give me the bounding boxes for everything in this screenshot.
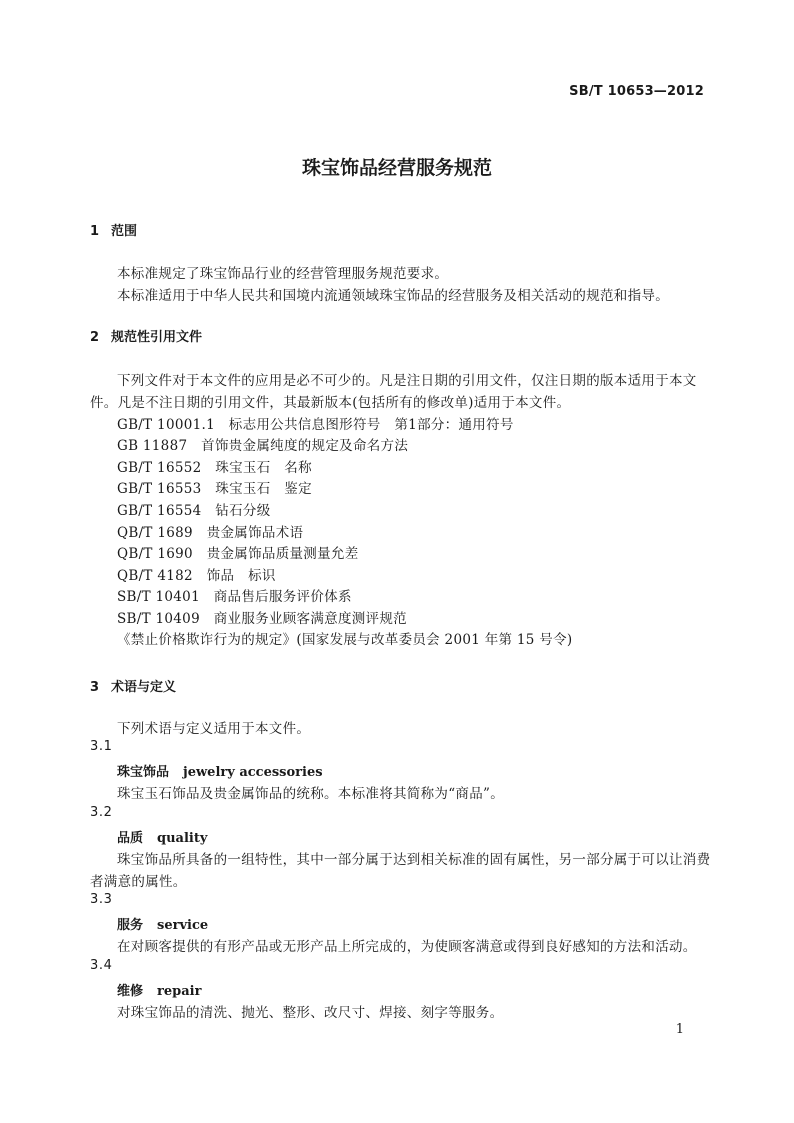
term-definition: 在对顾客提供的有形产品或无形产品上所完成的，为使顾客满意或得到良好感知的方法和活动。: [117, 939, 697, 955]
section-2-heading: [90, 326, 202, 345]
reference-item: GB/T 16552 珠宝玉石 名称: [117, 460, 312, 476]
term-heading: [117, 827, 207, 846]
term-heading: [117, 980, 201, 999]
scope-paragraph-2: 本标准适用于中华人民共和国境内流通领域珠宝饰品的经营服务及相关活动的规范和指导。: [117, 288, 669, 304]
standard-code: SB/T 10653—2012: [569, 84, 704, 99]
section-title: 规范性引用文件: [111, 330, 203, 345]
document-title: 珠宝饰品经营服务规范: [301, 157, 492, 179]
page-number: 1: [675, 1022, 684, 1037]
clause-number: 3.2: [90, 805, 113, 820]
section-3-heading: [90, 676, 176, 695]
refs-intro-line-1: 下列文件对于本文件的应用是必不可少的。凡是注日期的引用文件，仅注日期的版本适用于本文: [117, 373, 697, 389]
reference-item: GB/T 10001.1 标志用公共信息图形符号 第1部分：通用符号: [117, 417, 514, 433]
clause-number: 3.3: [90, 892, 113, 907]
term-definition: 珠宝玉石饰品及贵金属饰品的统称。本标准将其简称为“商品”。: [117, 786, 505, 802]
term-chinese: 品质: [117, 831, 144, 846]
reference-item: QB/T 1689 贵金属饰品术语: [117, 525, 304, 541]
term-english: quality: [157, 831, 208, 846]
term-definition-line-2: 者满意的属性。: [90, 874, 187, 890]
section-1-heading: [90, 220, 137, 239]
term-english: jewelry accessories: [183, 765, 323, 780]
reference-item: 《禁止价格欺诈行为的规定》(国家发展与改革委员会 2001 年第 15 号令): [117, 632, 573, 648]
term-heading: [117, 761, 323, 780]
term-definition-line-1: 珠宝饰品所具备的一组特性，其中一部分属于达到相关标准的固有属性，另一部分属于可以让消费: [117, 852, 711, 868]
term-chinese: 服务: [117, 918, 144, 933]
section-title: 术语与定义: [111, 680, 177, 695]
section-number: 1: [90, 224, 100, 239]
term-heading: [117, 914, 208, 933]
clause-number: 3.4: [90, 958, 113, 973]
term-chinese: 珠宝饰品: [117, 765, 170, 780]
reference-item: GB/T 16553 珠宝玉石 鉴定: [117, 481, 312, 497]
terms-intro: 下列术语与定义适用于本文件。: [117, 721, 311, 737]
section-number: 2: [90, 330, 100, 345]
clause-number: 3.1: [90, 739, 113, 754]
reference-item: SB/T 10401 商品售后服务评价体系: [117, 589, 352, 605]
term-english: service: [157, 918, 209, 933]
term-definition: 对珠宝饰品的清洗、抛光、整形、改尺寸、焊接、刻字等服务。: [117, 1005, 504, 1021]
term-chinese: 维修: [117, 984, 144, 999]
reference-item: QB/T 4182 饰品 标识: [117, 568, 276, 584]
section-number: 3: [90, 680, 100, 695]
refs-intro-line-2: 件。凡是不注日期的引用文件，其最新版本(包括所有的修改单)适用于本文件。: [90, 395, 571, 411]
term-english: repair: [157, 984, 202, 999]
reference-item: QB/T 1690 贵金属饰品质量测量允差: [117, 546, 359, 562]
reference-item: SB/T 10409 商业服务业顾客满意度测评规范: [117, 611, 407, 627]
scope-paragraph-1: 本标准规定了珠宝饰品行业的经营管理服务规范要求。: [117, 266, 449, 282]
reference-item: GB/T 16554 钻石分级: [117, 503, 271, 519]
section-title: 范围: [111, 224, 138, 239]
reference-item: GB 11887 首饰贵金属纯度的规定及命名方法: [117, 438, 409, 454]
